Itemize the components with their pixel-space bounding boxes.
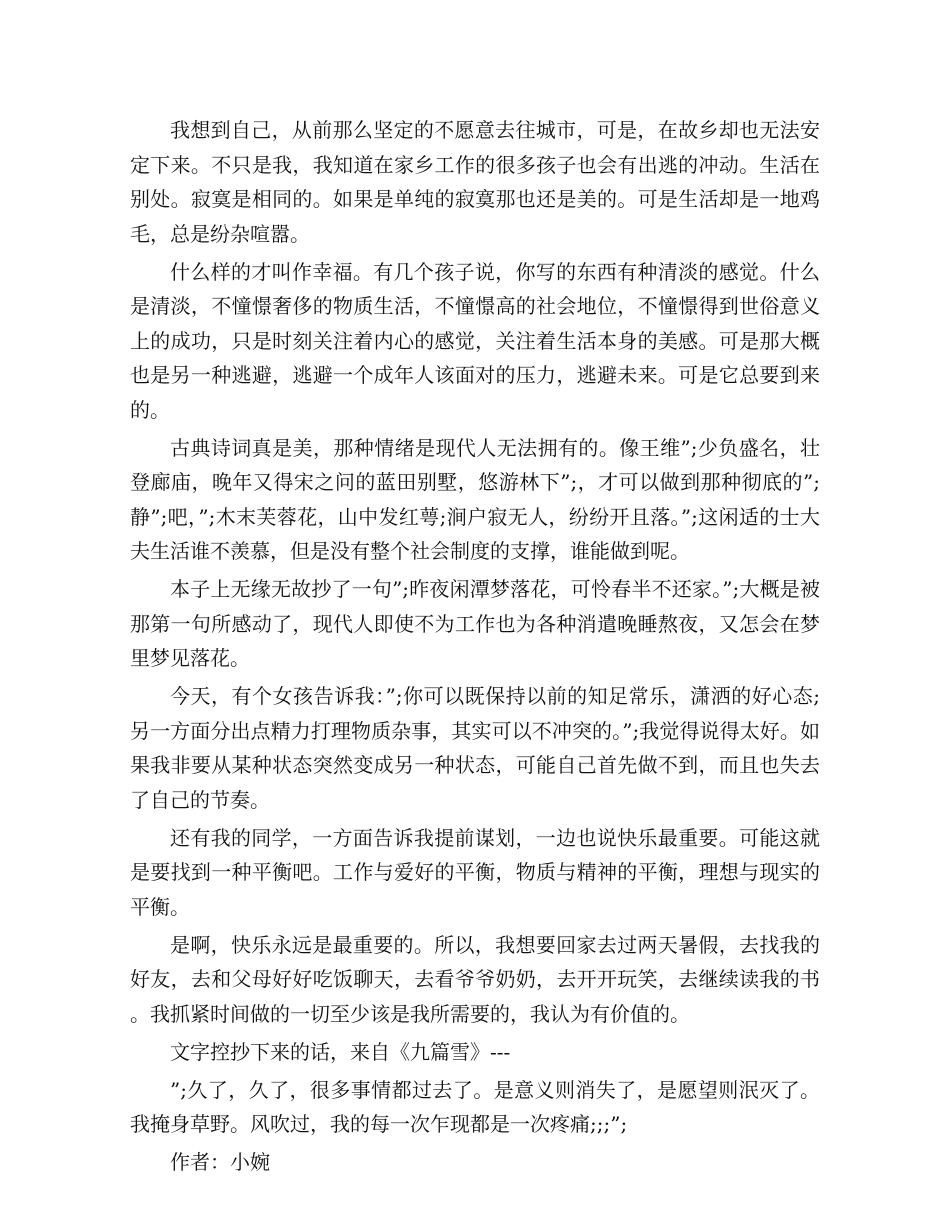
document-body — [130, 113, 820, 1183]
paragraph-5: 今天，有个女孩告诉我：”;你可以既保持以前的知足常乐，潇洒的好心态;另一方面分出点精力打理物质杂事，其实可以不冲突的。”;我觉得说得太好。如果我非要从某种状态突然变成另一种状态，可能自己首先做不到，而且也失去了自己的节奏。 — [130, 684, 820, 812]
paragraph-3: 古典诗词真是美，那种情绪是现代人无法拥有的。像王维”;少负盛名，壮登廊庙，晚年又得宋之问的蓝田别墅，悠游林下”;，才可以做到那种彻底的”;静”;吧，”;木末芙蓉花，山中发红萼;涧户寂无人，纷纷开且落。”;这闲适的士大夫生活谁不羡慕，但是没有整个社会制度的支撑，谁能做到呢。 — [130, 435, 820, 563]
paragraph-7: 是啊，快乐永远是最重要的。所以，我想要回家去过两天暑假，去找我的好友，去和父母好好吃饭聊天，去看爷爷奶奶，去开开玩笑，去继续读我的书。我抓紧时间做的一切至少该是我所需要的，我认为有价值的。 — [130, 932, 820, 1026]
author-line: 作者：小婉 — [170, 1150, 270, 1174]
paragraph-2: 什么样的才叫作幸福。有几个孩子说，你写的东西有种清淡的感觉。什么是清淡，不憧憬奢侈的物质生活，不憧憬高的社会地位，不憧憬得到世俗意义上的成功，只是时刻关注着内心的感觉，关注着生活本身的美感。可是那大概也是另一种逃避，逃避一个成年人该面对的压力，逃避未来。可是它总要到来的。 — [130, 259, 820, 422]
paragraph-1: 我想到自己，从前那么坚定的不愿意去往城市，可是，在故乡却也无法安定下来。不只是我，我知道在家乡工作的很多孩子也会有出逃的冲动。生活在别处。寂寞是相同的。如果是单纯的寂寞那也还是美的。可是生活却是一地鸡毛，总是纷杂喧嚣。 — [130, 118, 820, 246]
paragraph-4: 本子上无缘无故抄了一句”;昨夜闲潭梦落花，可怜春半不还家。”;大概是被那第一句所感动了，现代人即使不为工作也为各种消遣晚睡熬夜，又怎会在梦里梦见落花。 — [130, 577, 820, 670]
paragraph-6: 还有我的同学，一方面告诉我提前谋划，一边也说快乐最重要。可能这就是要找到一种平衡吧。工作与爱好的平衡，物质与精神的平衡，理想与现实的平衡。 — [130, 825, 820, 919]
quote-text: ”;久了，久了，很多事情都过去了。是意义则消失了，是愿望则泯灭了。我掩身草野。风吹过，我的每一次乍现都是一次疼痛;;;”; — [130, 1077, 820, 1136]
quote-source-line: 文字控抄下来的话，来自《九篇雪》--- — [170, 1039, 511, 1064]
